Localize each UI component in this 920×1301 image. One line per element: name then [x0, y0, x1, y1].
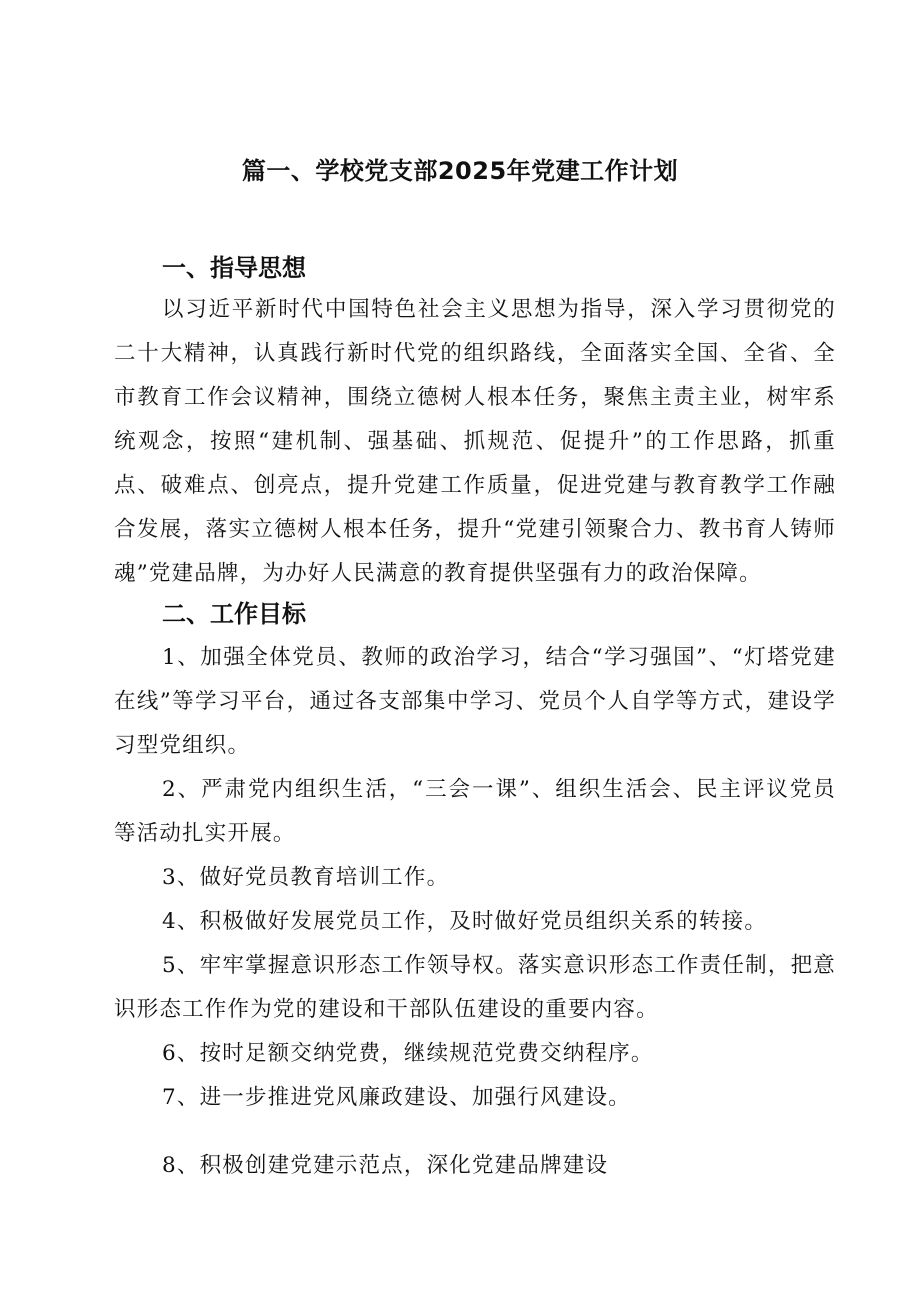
- section-heading-work-goals: 二、工作目标: [162, 600, 306, 628]
- paragraph-guiding-ideology: 以习近平新时代中国特色社会主义思想为指导，深入学习贯彻党的二十大精神，认真践行新时代党的组织路线，全面落实全国、全省、全市教育工作会议精神，围绕立德树人根本任务，聚焦主责主业，树牢系统观念，按照“建机制、强基础、抓规范、促提升”的工作思路，抓重点、破难点、创亮点，提升党建工作质量，促进党建与教育教学工作融合发展，落实立德树人根本任务，提升“党建引领聚合力、教书育人铸师魂”党建品牌，为办好人民满意的教育提供坚强有力的政治保障。: [114, 297, 836, 586]
- document-title: 篇一、学校党支部2025年党建工作计划: [241, 157, 679, 185]
- section-heading-guiding-ideology: 一、指导思想: [162, 254, 306, 282]
- paragraph-goal-7: 7、进一步推进党风廉政建设、加强行风建设。: [162, 1085, 631, 1110]
- paragraph-goal-3: 3、做好党员教育培训工作。: [162, 865, 450, 890]
- paragraph-goal-2: 2、严肃党内组织生活，“三会一课”、组织生活会、民主评议党员等活动扎实开展。: [114, 777, 836, 846]
- paragraph-goal-5: 5、牢牢掌握意识形态工作领导权。落实意识形态工作责任制，把意识形态工作作为党的建设和干部队伍建设的重要内容。: [114, 953, 836, 1022]
- paragraph-goal-1: 1、加强全体党员、教师的政治学习，结合“学习强国”、“灯塔党建在线”等学习平台，通过各支部集中学习、党员个人自学等方式，建设学习型党组织。: [114, 645, 836, 758]
- paragraph-goal-4: 4、积极做好发展党员工作，及时做好党员组织关系的转接。: [162, 909, 768, 934]
- paragraph-goal-6: 6、按时足额交纳党费，继续规范党费交纳程序。: [162, 1041, 654, 1066]
- paragraph-goal-8: 8、积极创建党建示范点，深化党建品牌建设: [162, 1153, 609, 1178]
